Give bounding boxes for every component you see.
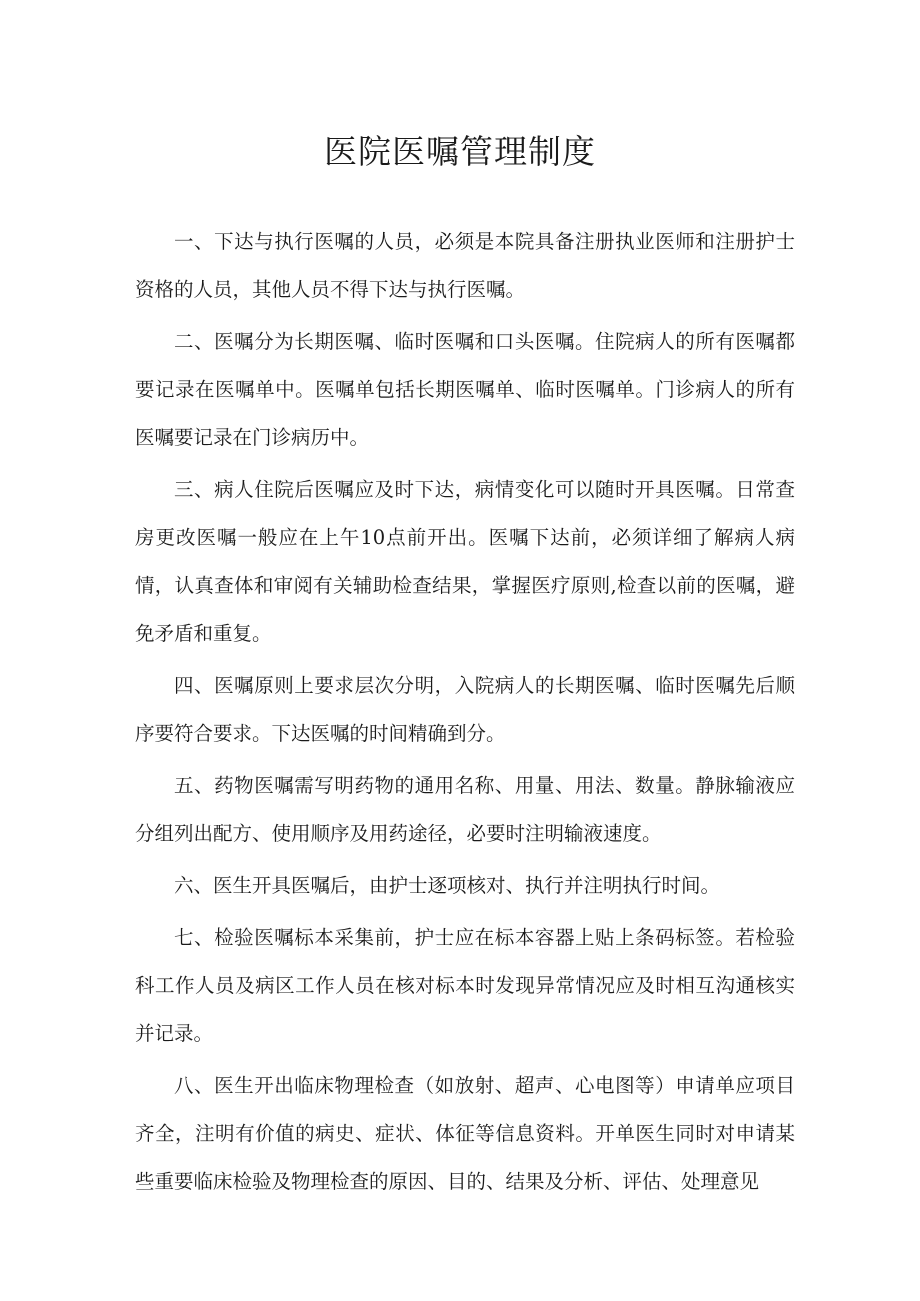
paragraph-2: 二、医嘱分为长期医嘱、临时医嘱和口头医嘱。住院病人的所有医嘱都要记录在医嘱单中。医嘱单包括长期医嘱单、临时医嘱单。门诊病人的所有医嘱要记录在门诊病历中。 [135, 330, 795, 449]
paragraph-5: 五、药物医嘱需写明药物的通用名称、用量、用法、数量。静脉输液应分组列出配方、使用顺序及用药途径，必要时注明输液速度。 [135, 774, 795, 845]
document-body [135, 218, 795, 1210]
paragraph-3: 三、病人住院后医嘱应及时下达，病情变化可以随时开具医嘱。日常查房更改医嘱一般应在上午10点前开出。医嘱下达前，必须详细了解病人病情，认真查体和审阅有关辅助检查结果，掌握医疗原则,检查以前的医嘱，避免矛盾和重复。 [135, 478, 795, 645]
paragraph-7: 七、检验医嘱标本采集前，护士应在标本容器上贴上条码标签。若检验科工作人员及病区工作人员在核对标本时发现异常情况应及时相互沟通核实并记录。 [135, 926, 795, 1045]
paragraph-6: 六、医生开具医嘱后，由护士逐项核对、执行并注明执行时间。 [174, 874, 721, 897]
document-title: 医院医嘱管理制度 [324, 132, 596, 171]
paragraph-1: 一、下达与执行医嘱的人员，必须是本院具备注册执业医师和注册护士资格的人员，其他人员不得下达与执行医嘱。 [135, 230, 795, 301]
paragraph-4: 四、医嘱原则上要求层次分明，入院病人的长期医嘱、临时医嘱先后顺序要符合要求。下达医嘱的时间精确到分。 [135, 674, 795, 745]
paragraph-8: 八、医生开出临床物理检查（如放射、超声、心电图等）申请单应项目齐全，注明有价值的病史、症状、体征等信息资料。开单医生同时对申请某些重要临床检验及物理检查的原因、目的、结果及分析、评估、处理意见 [135, 1074, 795, 1193]
